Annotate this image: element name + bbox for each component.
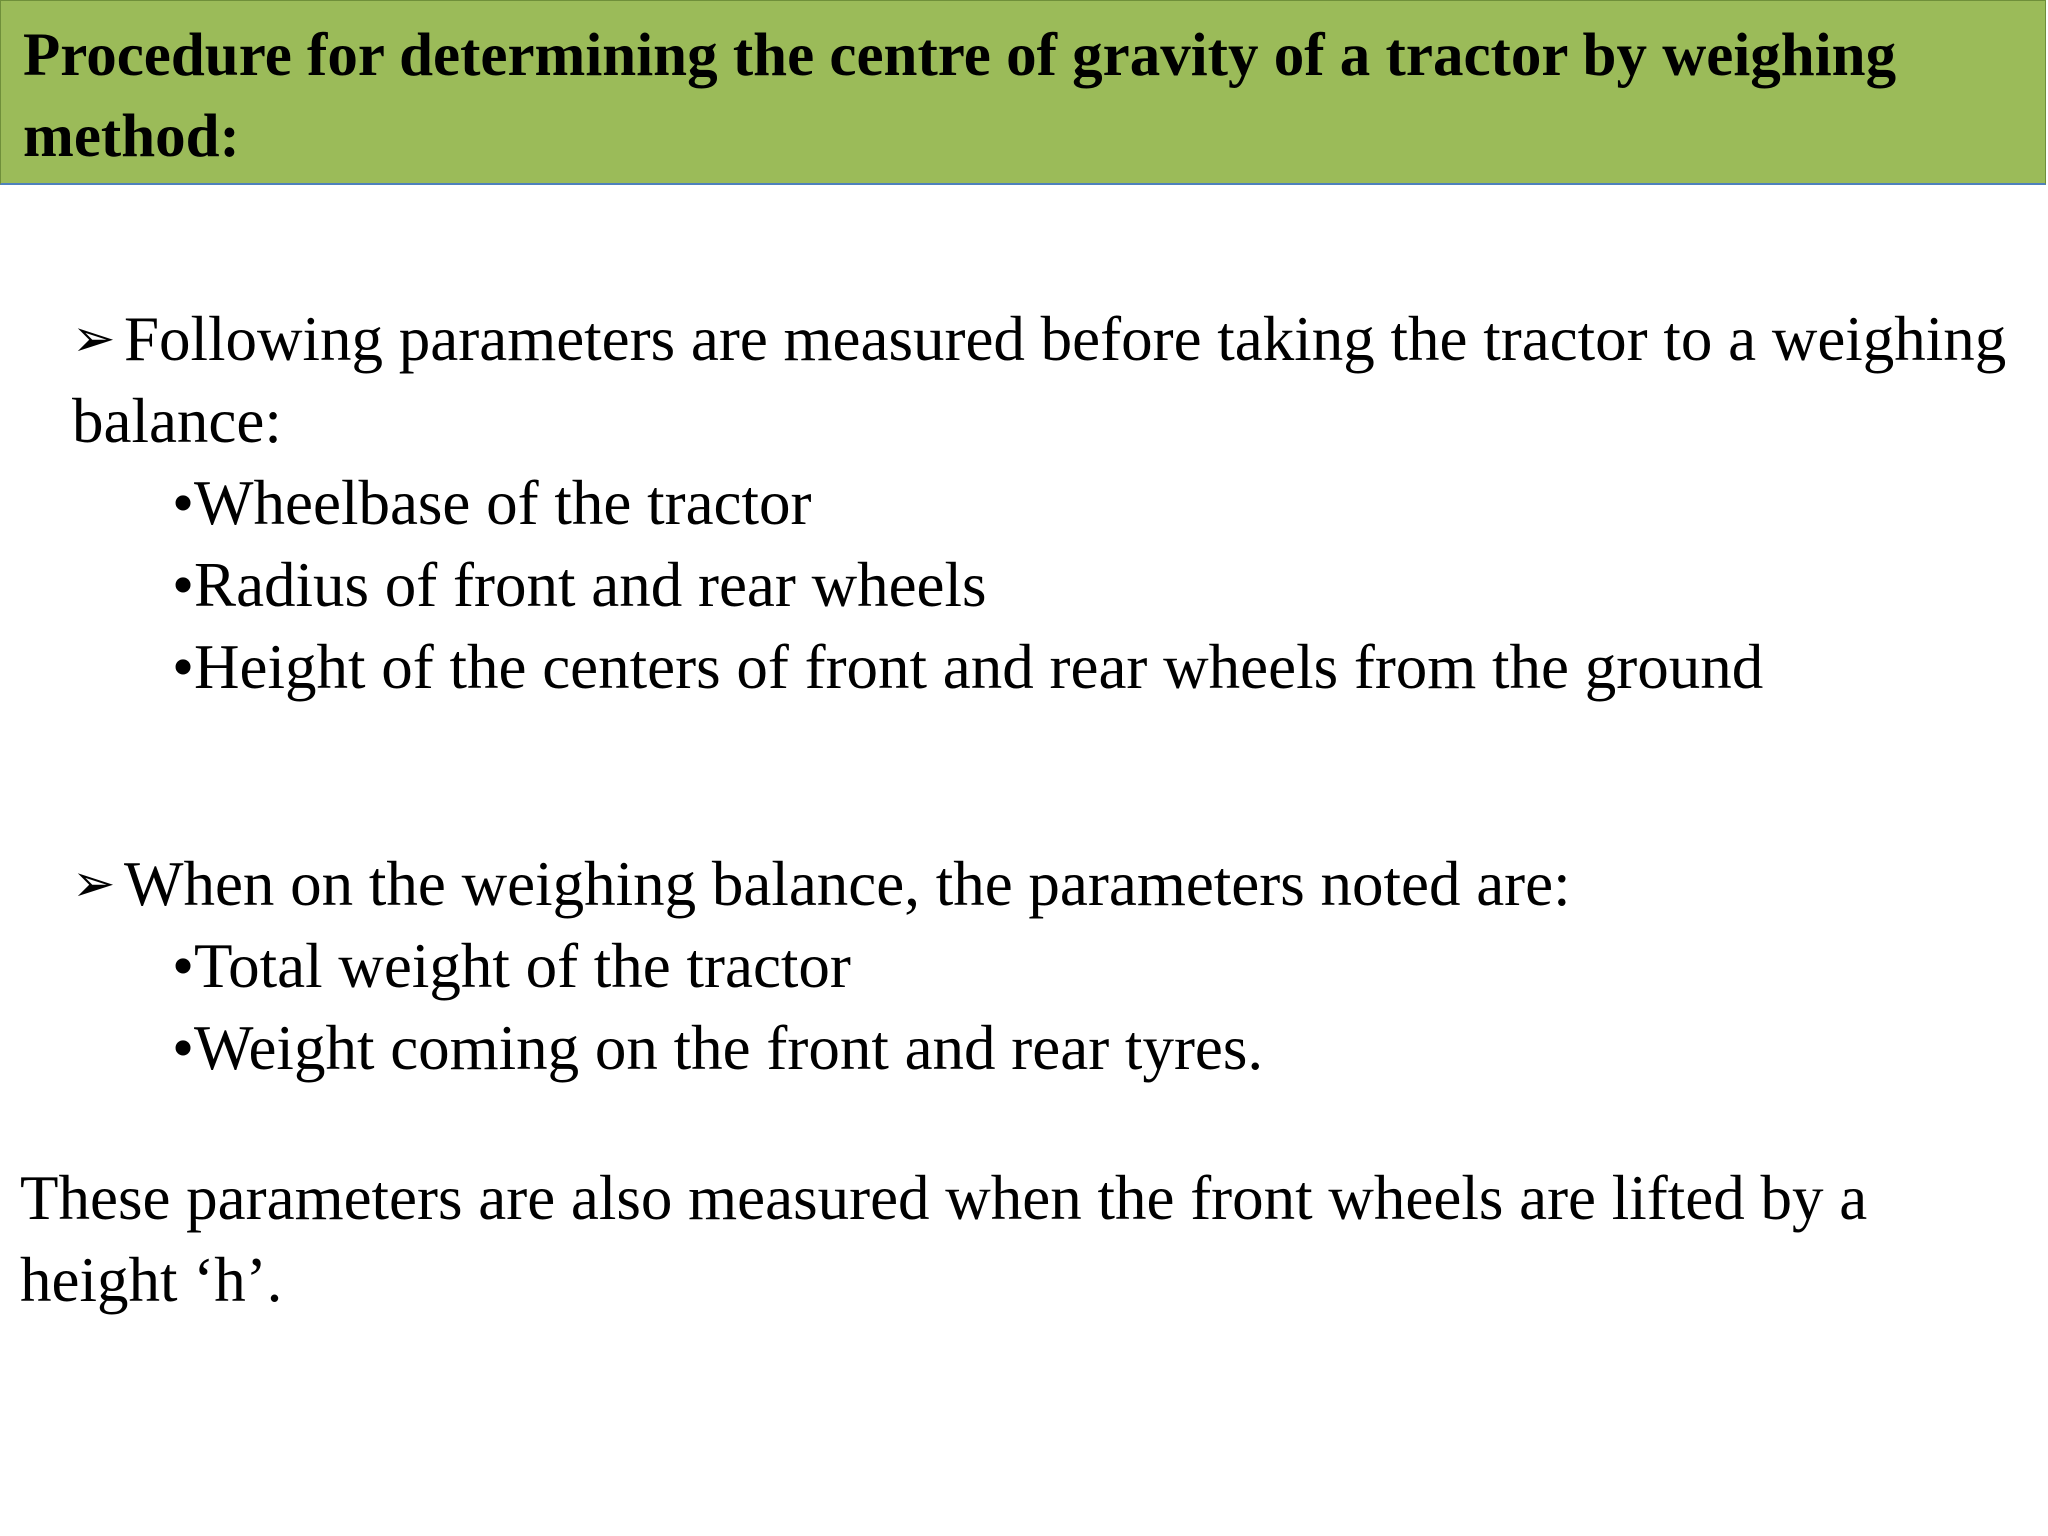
section-lead-text: Following parameters are measured before taking the tractor to a weighing balance: xyxy=(72,304,2007,456)
section-lead-text: When on the weighing balance, the parameters noted are: xyxy=(124,849,1571,919)
list-item: •Height of the centers of front and rear wheels from the ground xyxy=(172,632,1764,702)
list-item: •Weight coming on the front and rear tyres. xyxy=(172,1013,1264,1083)
parameter-section-before-weighing xyxy=(72,298,2012,708)
arrowhead-bullet-icon: ➢ xyxy=(72,854,116,914)
list-item: •Radius of front and rear wheels xyxy=(172,550,987,620)
title-bar xyxy=(0,0,2046,185)
section-lead xyxy=(72,298,2012,462)
list-item: •Wheelbase of the tractor xyxy=(172,468,812,538)
parameter-section-on-balance xyxy=(72,843,2012,1089)
section-lead xyxy=(72,843,2012,925)
arrowhead-bullet-icon: ➢ xyxy=(72,309,116,369)
parameter-list xyxy=(72,462,2012,708)
list-item: •Total weight of the tractor xyxy=(172,931,851,1001)
parameter-list xyxy=(72,925,2012,1089)
closing-note: These parameters are also measured when the front wheels are lifted by a height ‘h’. xyxy=(20,1163,1868,1315)
slide-title: Procedure for determining the centre of gravity of a tractor by weighing method: xyxy=(23,22,1897,170)
